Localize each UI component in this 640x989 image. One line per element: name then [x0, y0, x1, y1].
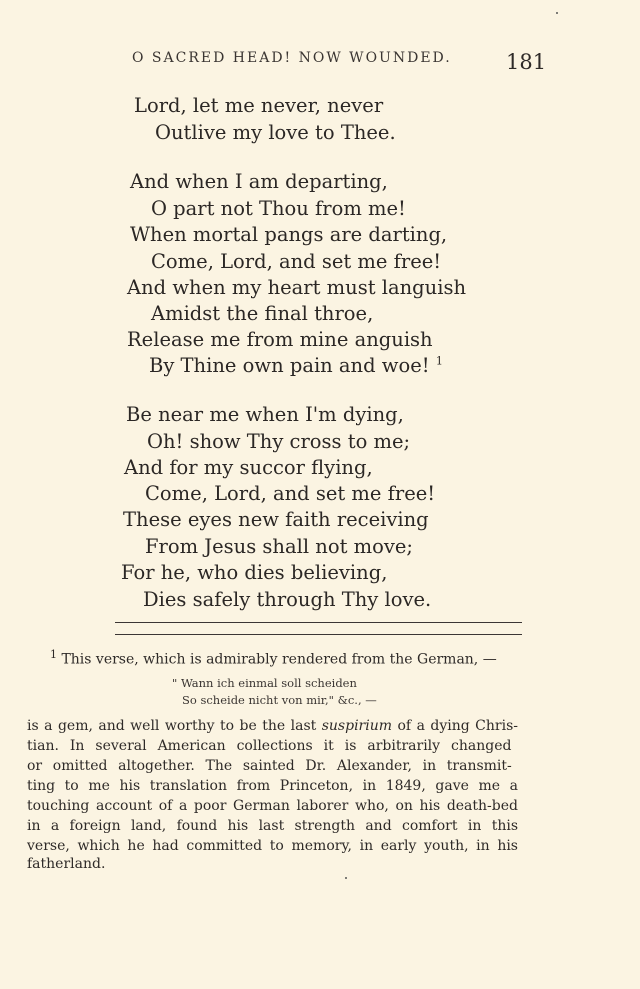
verse-line: And for my succor flying, [124, 456, 373, 479]
footnote-line: tian. In several American collections it is arbitrarily changed [27, 738, 512, 754]
verse-line: Oh! show Thy cross to me; [147, 430, 411, 453]
verse-line: Lord, let me never, never [134, 94, 384, 117]
verse-line: And when my heart must languish [127, 276, 467, 299]
footnote-reference: 1 [435, 354, 443, 368]
footnote-text: is a gem, and well worthy to be the last [27, 718, 322, 734]
verse-line: For he, who dies believing, [121, 561, 388, 584]
verse-line: Be near me when I'm dying, [126, 403, 404, 426]
footnote-line: touching account of a poor German laborer who, on his death-bed [27, 798, 518, 814]
footnote-line [27, 718, 518, 734]
footnote-line: ting to me his translation from Princeton, in 1849, gave me a [27, 778, 518, 794]
footnote-text: of a dying Chris- [392, 718, 518, 734]
verse-line: Come, Lord, and set me free! [145, 482, 436, 505]
page-number: 181 [506, 50, 547, 74]
verse-line-text: By Thine own pain and woe! [149, 354, 430, 377]
verse-line: These eyes new faith receiving [123, 508, 429, 531]
footnote-line: or omitted altogether. The sainted Dr. Alexander, in transmit- [27, 758, 512, 774]
footnote-quote-line: So scheide nicht von mir," &c., — [182, 693, 377, 707]
divider-rule [115, 634, 522, 635]
footnote-italic-term: suspirium [321, 718, 393, 734]
footnote-line: in a foreign land, found his last strength and comfort in this [27, 818, 518, 834]
footnote-marker: 1 [50, 648, 57, 661]
verse-line: From Jesus shall not move; [145, 535, 413, 558]
ink-speck [556, 12, 558, 14]
verse-line: Come, Lord, and set me free! [151, 250, 442, 273]
verse-line: And when I am departing, [130, 170, 388, 193]
verse-line: Outlive my love to Thee. [155, 121, 396, 144]
footnote-intro-text: This verse, which is admirably rendered from the German, — [61, 651, 497, 668]
footnote-intro [50, 648, 497, 668]
divider-rule [115, 622, 522, 623]
verse-line: Release me from mine anguish [127, 328, 433, 351]
footnote-line: verse, which he had committed to memory, in early youth, in his [27, 838, 518, 854]
verse-line: O part not Thou from me! [151, 197, 406, 220]
verse-line [149, 354, 443, 377]
footnote-line: fatherland. [27, 856, 106, 872]
running-title: O SACRED HEAD! NOW WOUNDED. [132, 50, 452, 66]
verse-line: When mortal pangs are darting, [130, 223, 448, 246]
verse-line: Dies safely through Thy love. [143, 588, 432, 611]
verse-line: Amidst the final throe, [151, 302, 374, 325]
footnote-quote-line: " Wann ich einmal soll scheiden [172, 676, 357, 690]
ink-speck [345, 877, 347, 879]
